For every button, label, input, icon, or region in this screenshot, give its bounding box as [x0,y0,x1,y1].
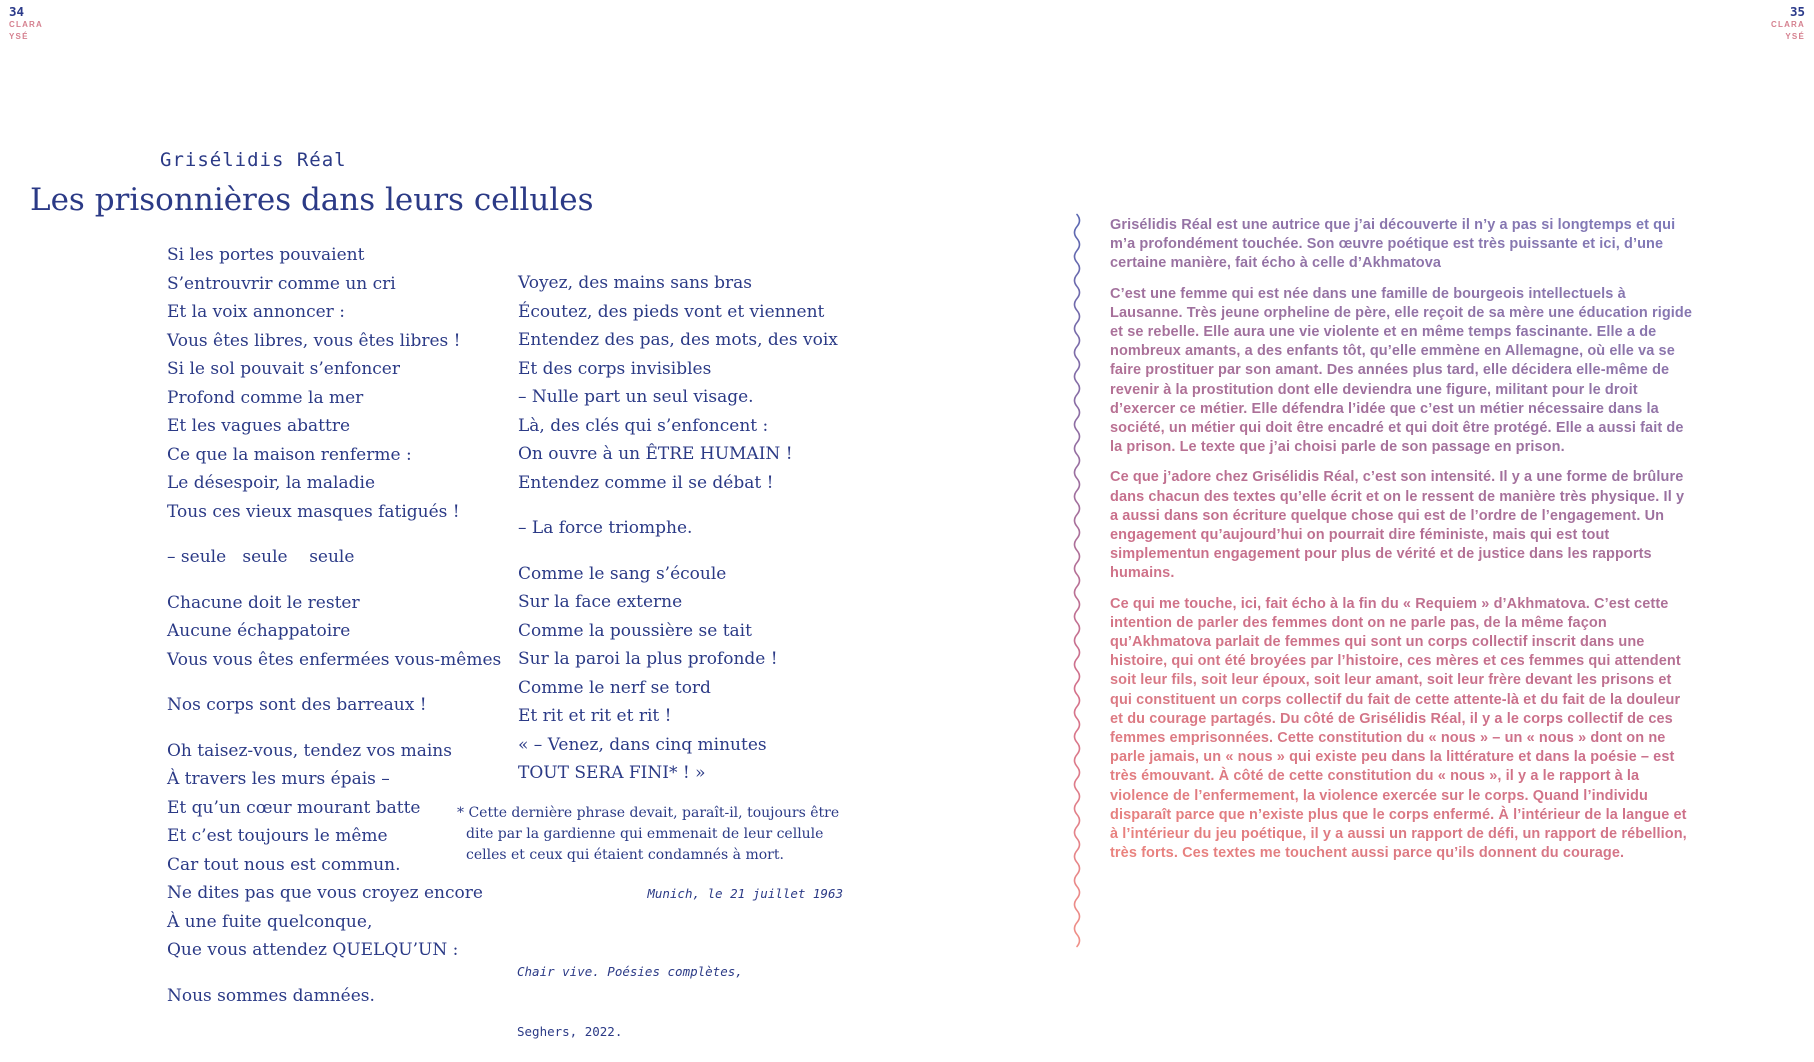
wavy-line-icon [1075,215,1080,947]
poem-column-1 [167,241,501,1027]
stanza [167,543,501,572]
wavy-rule-decoration [1069,213,1085,948]
poem-line: Ne dites pas que vous croyez encore [167,883,483,903]
left-page-number: 34 [9,4,25,19]
poem-line: Et rit et rit et rit ! [518,706,672,726]
right-page-number: 35 [1789,4,1805,19]
commentary-paragraph: C’est une femme qui est née dans une famille de bourgeois intellectuels à Lausanne. Très jeune orpheline de père, elle reçoit de sa mère une éducation rigide et se rebelle. Elle aura une vie violente et en même temps fascinante. Elle a de nombreux amants, a des enfants tôt, qu’elle emmène en Allemagne, où elle va se faire prostituer par son amant. Des années plus tard, elle décidera elle-même de revenir à la prostitution dont elle deviendra une figure, militant pour le droit d’exercer ce métier. Elle défendra l’idée que c’est un métier nécessaire dans la société, un métier qui doit être encadré et qui doit être protégé. Elle a aussi fait de la prison. Le texte que j’ai choisi parle de son passage en prison. [1110,285,1693,456]
poem-line: Entendez comme il se débat ! [518,472,774,493]
poem-line: Oh taisez-vous, tendez vos mains [167,740,452,761]
source-title: Chair vive. Poésies complètes, [517,964,743,979]
stanza [167,737,501,965]
poem-line: Sur la face externe [518,592,683,612]
poem-line: – Nulle part un seul visage. [518,387,754,407]
stanza [167,589,501,675]
poem-line: « – Venez, dans cinq minutes [518,734,767,755]
poem-line: Et qu’un cœur mourant batte [167,797,421,818]
poem-line: – seule seule seule [167,547,355,567]
poem-line: Et des corps invisibles [518,358,712,379]
stanza [167,241,501,526]
poem-line: Entendez des pas, des mots, des voix [518,330,838,350]
poem-line: Comme le sang s’écoule [518,563,727,584]
poem-column-2 [518,269,838,805]
poem-line: À une fuite quelconque, [167,911,373,932]
poem-line: Là, des clés qui s’enfoncent : [518,415,769,436]
poem-line: Chacune doit le rester [167,592,360,613]
poet-name: Grisélidis Réal [160,149,347,171]
poem-line: – La force triomphe. [518,518,693,538]
source-publisher: Seghers, 2022. [517,1024,623,1039]
poem-line: Écoutez, des pieds vont et viennent [518,301,825,322]
commentary-paragraph: Ce que j’adore chez Grisélidis Réal, c’est son intensité. Il y a une forme de brûlure dans chacun des textes qu’elle écrit et on le ressent de manière très physique. Il y a aussi dans son écriture quelque chose qui est de l’ordre de l’engagement. Un engagement qu’aujourd’hui on pourrait dire féministe, mais qui est tout simplementun engagement pour plus de vérité et de justice dans les rapports humains. [1110,469,1685,582]
poem-line: Et c’est toujours le même [167,826,388,846]
stanza [167,691,501,720]
left-author-label-line1: CLARA [9,20,43,29]
poem-line: Aucune échappatoire [167,621,351,641]
left-author-label-line2: YSÉ [9,32,29,41]
poem-line: Le désespoir, la maladie [167,473,376,493]
poem-line: Si les portes pouvaient [167,245,365,265]
poem-line: S’entrouvrir comme un cri [167,273,396,294]
poem-line: Et la voix annoncer : [167,302,345,322]
stanza [167,982,501,1011]
poem-line: Nous sommes damnées. [167,985,375,1006]
stanza [518,560,838,788]
right-author-label-line2: YSÉ [1785,32,1805,41]
poem-line: Voyez, des mains sans bras [518,273,753,293]
poem-line: Car tout nous est commun. [167,854,401,875]
poem-line: Profond comme la mer [167,387,364,408]
stanza [518,514,838,543]
right-page-folio [1771,5,1805,42]
poem-line: Sur la paroi la plus profonde ! [518,649,778,669]
poem-line: Nos corps sont des barreaux ! [167,695,427,715]
poem-line: Tous ces vieux masques fatigués ! [167,501,460,522]
commentary-paragraph: Grisélidis Réal est une autrice que j’ai découverte il n’y a pas si longtemps et qui m’a profondément touchée. Son œuvre poétique est très puissante et ici, d’une certaine manière, fait écho à celle d’Akhmatova [1110,217,1676,272]
poem-footnote [457,803,839,866]
poem-line: TOUT SERA FINI* ! » [518,763,706,783]
poem-title: Les prisonnières dans leurs cellules [30,182,594,218]
footnote-line: dite par la gardienne qui emmenait de leur cellule [466,826,824,842]
footnote-line: celles et ceux qui étaient condamnés à mort. [466,847,784,863]
poem-line: Comme la poussière se tait [518,620,752,641]
poem-line: Comme le nerf se tord [518,677,711,698]
poem-line: Si le sol pouvait s’enfoncer [167,359,400,379]
poem-line: Vous êtes libres, vous êtes libres ! [167,330,461,351]
left-page-folio [9,5,43,42]
poem-line: Et les vagues abattre [167,416,351,436]
poem-line: Ce que la maison renferme : [167,444,412,465]
footnote-line: * Cette dernière phrase devait, paraît-il, toujours être [457,805,840,821]
source-reference [517,922,743,1062]
poem-line: On ouvre à un ÊTRE HUMAIN ! [518,444,793,464]
poem-line: À travers les murs épais – [167,769,390,789]
right-author-label-line1: CLARA [1771,20,1805,29]
poem-dateline: Munich, le 21 juillet 1963 [647,886,843,901]
poem-line: Que vous attendez QUELQU’UN : [167,940,459,960]
commentary-text [1110,216,1695,875]
stanza [518,269,838,497]
commentary-paragraph: Ce qui me touche, ici, fait écho à la fin du « Requiem » d’Akhmatova. C’est cette intention de parler des femmes dont on ne parle pas, de la même façon qu’Akhmatova parlait de femmes qui sont un corps collectif inscrit dans une histoire, qui ont été broyées par l’histoire, ces mères et ces femmes qui attendent soit leur fils, soit leur époux, soit leur amant, soit leur frère devant les prisons et qui constituent un corps collectif du fait de cette attente-là et du fait de la douleur et du courage partagés. Du côté de Grisélidis Réal, il y a le corps collectif de ces femmes emprisonnées. Cette constitution du « nous » – un « nous » dont on ne parle jamais, un « nous » qui existe peu dans la littérature et dans la poésie – est très émouvant. À côté de cette constitution du « nous », il y a le rapport à la violence de l’enfermement, la violence exercée sur le corps. Quand l’individu disparaît parce que n’existe plus que le corps enfermé. À l’intérieur de la langue et à l’intérieur du jeu poétique, il y a aussi un rapport de défi, un rapport de rébellion, très forts. Ces textes me touchent aussi parce qu’ils donnent du courage. [1110,595,1687,862]
poem-line: Vous vous êtes enfermées vous-mêmes [167,649,502,670]
